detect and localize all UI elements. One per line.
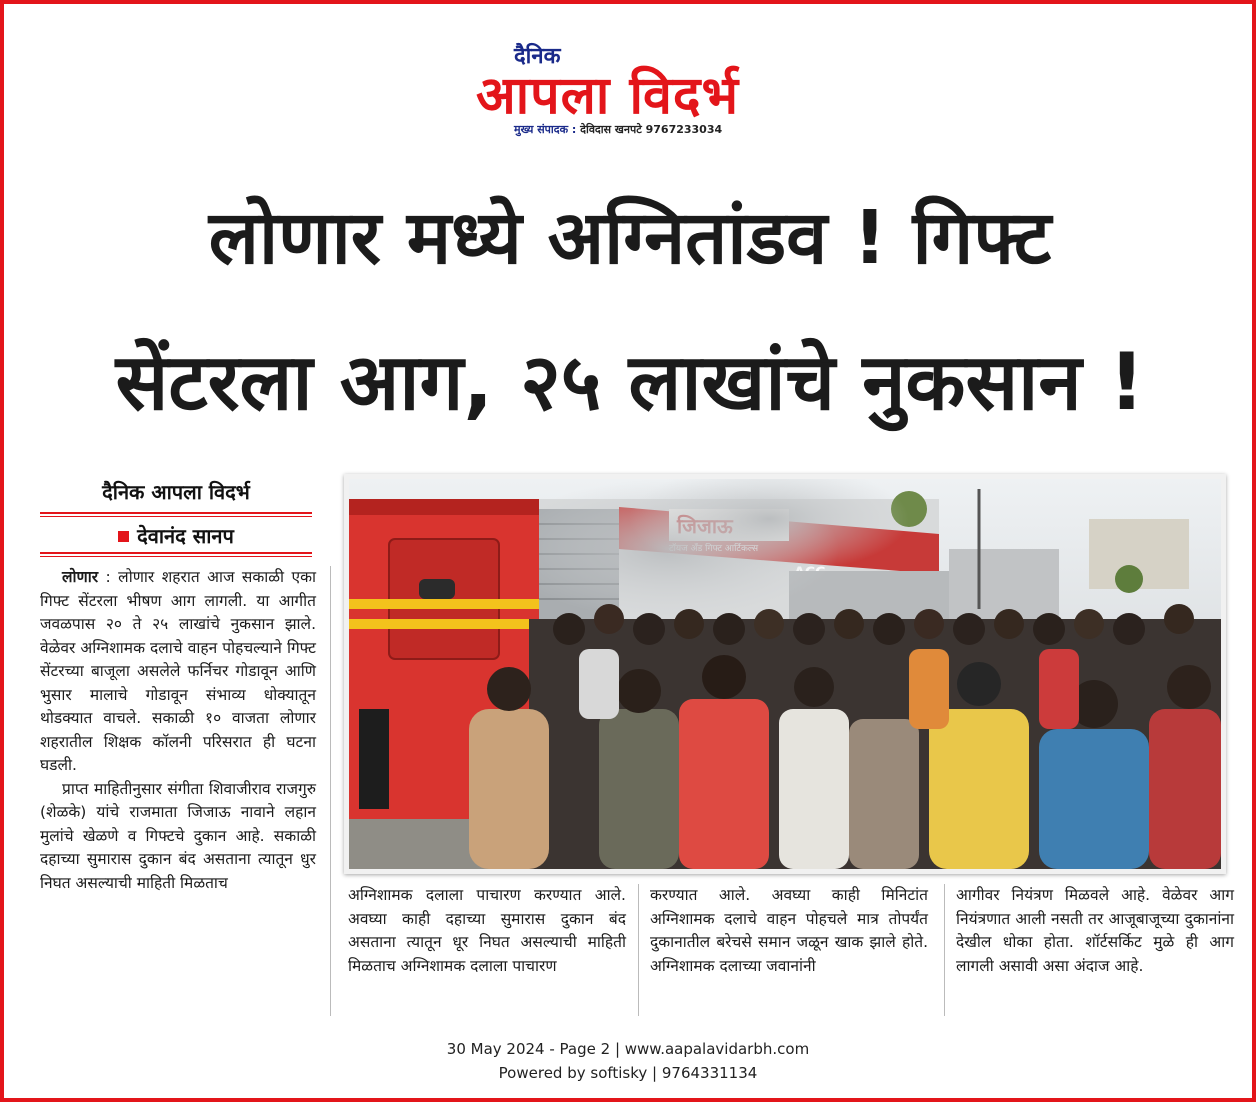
byline-rule	[40, 552, 312, 554]
byline-rule	[40, 556, 312, 557]
editor-label: मुख्य संपादक :	[514, 123, 577, 136]
footer-date-page: 30 May 2024 - Page 2 | www.aapalavidarbh.com	[446, 1040, 810, 1058]
byline-rule	[40, 516, 312, 517]
byline-publication: दैनिक आपला विदर्भ	[102, 480, 250, 504]
dateline: लोणार	[62, 568, 99, 586]
column-divider	[330, 566, 331, 1016]
article-paragraph-1	[40, 566, 316, 778]
column-divider	[944, 884, 945, 1016]
byline-rule	[40, 512, 312, 514]
article-paragraph-2: प्राप्त माहितीनुसार संगीता शिवाजीराव राजगुरु (शेळके) यांचे राजमाता जिजाऊ नावाने लहान मुलांचे खेळणे व गिफ्टचे दुकान आहे. सकाळी दहाच्या सुमारास दुकान बंद असताना त्यातून धुर निघत असल्याची माहिती मिळताच	[40, 779, 316, 892]
article-column-3: करण्यात आले. अवघ्या काही मिनिटांत अग्निशामक दलाचे वाहन पोहचले मात्र तोपर्यंत दुकानातील बरेचसे समान जळून खाक झाले होते. अग्निशामक दलाच्या जवानांनी	[650, 886, 928, 975]
masthead-daily-label: दैनिक	[514, 44, 561, 69]
article-column-4: आगीवर नियंत्रण मिळवले आहे. वेळेवर आग नियंत्रणात आली नसती तर आजूबाजूच्या दुकानांना देखील धोका होता. शॉर्टसर्किट मुळे ही आग लागली असावी असा अंदाज आहे.	[956, 886, 1234, 975]
article-column-1	[40, 566, 316, 895]
author-name: देवानंद सानप	[137, 524, 234, 548]
news-photo	[344, 474, 1226, 874]
masthead	[472, 40, 792, 140]
author-square-icon	[118, 531, 129, 542]
article-text-1: : लोणार शहरात आज सकाळी एका गिफ्ट सेंटरला भीषण आग लागली. या आगीत जवळपास २० ते २५ लाखांचे नुकसान झाले. वेळेवर अग्निशामक दलाचे वाहन पोहचल्याने गिफ्ट सेंटरच्या बाजूला असलेले फर्निचर गोडावून आणि भुसार मालाचे गोडावून संभाव्य धोक्यातून थोडक्यात वाचले. सकाळी १० वाजता लोणार शहरातील शिक्षक कॉलनी परिसरात ही घटना घडली.	[40, 568, 316, 774]
headline-line-1: लोणार मध्ये अग्नितांडव ! गिफ्ट	[208, 195, 1052, 281]
headline-line-2: सेंटरला आग, २५ लाखांचे नुकसान !	[115, 338, 1145, 428]
column-divider	[638, 884, 639, 1016]
footer-powered-by: Powered by softisky | 9764331134	[498, 1064, 758, 1082]
headline	[30, 188, 1230, 433]
masthead-editor	[514, 122, 722, 137]
masthead-title: आपला विदर्भ	[476, 66, 740, 126]
article-column-2: अग्निशामक दलाला पाचारण करण्यात आले. अवघ्या काही दहाच्या सुमारास दुकान बंद असताना त्यातून धूर निघत असल्याची माहिती मिळताच अग्निशामक दलाला पाचारण	[348, 886, 626, 975]
editor-info: देविदास खनपटे 9767233034	[580, 123, 723, 136]
byline-author	[40, 522, 312, 549]
